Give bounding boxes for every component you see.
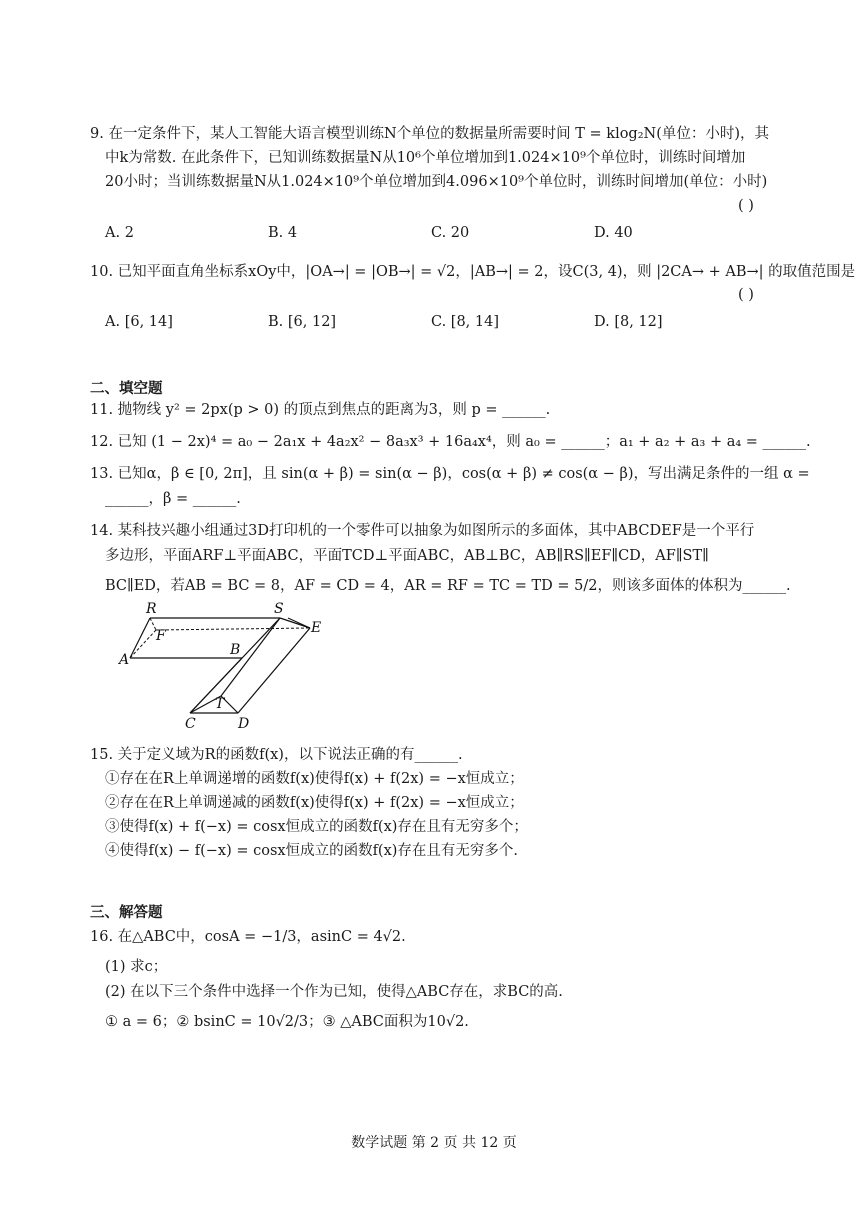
q13-line-1: 13. 已知α，β ∈ [0, 2π]，且 sin(α + β) = sin(α − β)，cos(α + β) ≠ cos(α − β)，写出满足条件的一组 α = (90, 466, 810, 482)
label-t: T (215, 696, 225, 712)
q16-conditions: ① a = 6；② bsinC = 10√2/3；③ △ABC面积为10√2. (105, 1014, 469, 1030)
section-fill-in-heading: 二、填空题 (90, 381, 163, 397)
label-a: A (119, 652, 130, 668)
q14-line-3: BC∥ED，若AB = BC = 8，AF = CD = 4，AR = RF = TC = TD = 5/2，则该多面体的体积为______. (105, 578, 791, 594)
q16-part-2: (2) 在以下三个条件中选择一个作为已知，使得△ABC存在，求BC的高. (105, 984, 563, 1000)
section-solution-heading: 三、解答题 (90, 905, 163, 921)
q15-statement-4: ④使得f(x) − f(−x) = cosx恒成立的函数f(x)存在且有无穷多个. (105, 843, 519, 859)
label-d: D (238, 716, 250, 732)
q11-line: 11. 抛物线 y² = 2px(p > 0) 的顶点到焦点的距离为3，则 p = ______. (90, 402, 551, 418)
q14-line-2: 多边形，平面ARF⊥平面ABC，平面TCD⊥平面ABC，AB⊥BC，AB∥RS∥EF∥CD，AF∥ST∥ (105, 548, 709, 564)
q9-answer-paren: ( ) (738, 198, 754, 214)
q15-line-1: 15. 关于定义域为R的函数f(x)，以下说法正确的有______. (90, 747, 463, 763)
q14-line-1: 14. 某科技兴趣小组通过3D打印机的一个零件可以抽象为如图所示的多面体，其中ABCDEF是一个平行 (90, 523, 755, 539)
q10-option-d: D. [8, 12] (594, 314, 663, 330)
q10-option-c: C. [8, 14] (431, 314, 500, 330)
q9-line-3: 20小时；当训练数据量N从1.024×10⁹个单位增加到4.096×10⁹个单位时，训练时间增加(单位：小时) (105, 174, 768, 190)
label-e: E (311, 620, 322, 636)
q10-line: 10. 已知平面直角坐标系xOy中，|OA→| = |OB→| = √2，|AB→| = 2，设C(3, 4)，则 |2CA→ + AB→| 的取值范围是 (90, 264, 856, 280)
page-footer: 数学试题 第 2 页 共 12 页 (351, 1135, 517, 1151)
q9-line-1: 9. 在一定条件下，某人工智能大语言模型训练N个单位的数据量所需要时间 T = klog₂N(单位：小时)，其 (90, 126, 770, 142)
q9-option-b: B. 4 (268, 225, 298, 241)
label-s: S (274, 601, 284, 617)
q13-line-2: ______，β = ______. (105, 491, 241, 507)
q12-line: 12. 已知 (1 − 2x)⁴ = a₀ − 2a₁x + 4a₂x² − 8a₃x³ + 16a₄x⁴，则 a₀ = ______；a₁ + a₂ + a₃ + a₄ = ______. (90, 434, 811, 450)
label-f: F (156, 628, 166, 644)
q10-option-a: A. [6, 14] (105, 314, 173, 330)
label-c: C (185, 716, 196, 732)
q9-option-c: C. 20 (431, 225, 470, 241)
q9-option-d: D. 40 (594, 225, 633, 241)
q15-statement-1: ①存在在R上单调递增的函数f(x)使得f(x) + f(2x) = −x恒成立； (105, 771, 524, 787)
q10-option-b: B. [6, 12] (268, 314, 337, 330)
q9-option-a: A. 2 (105, 225, 134, 241)
q15-statement-2: ②存在在R上单调递减的函数f(x)使得f(x) + f(2x) = −x恒成立； (105, 795, 524, 811)
polyhedron-figure (118, 598, 338, 734)
q16-part-1: (1) 求c； (105, 959, 168, 975)
q15-statement-3: ③使得f(x) + f(−x) = cosx恒成立的函数f(x)存在且有无穷多个； (105, 819, 528, 835)
q9-line-2: 中k为常数. 在此条件下，已知训练数据量N从10⁶个单位增加到1.024×10⁹个单位时，训练时间增加 (105, 150, 746, 166)
q10-answer-paren: ( ) (738, 287, 754, 303)
label-r: R (146, 601, 157, 617)
label-b: B (230, 642, 241, 658)
q16-line-1: 16. 在△ABC中，cosA = −1/3，asinC = 4√2. (90, 929, 406, 945)
